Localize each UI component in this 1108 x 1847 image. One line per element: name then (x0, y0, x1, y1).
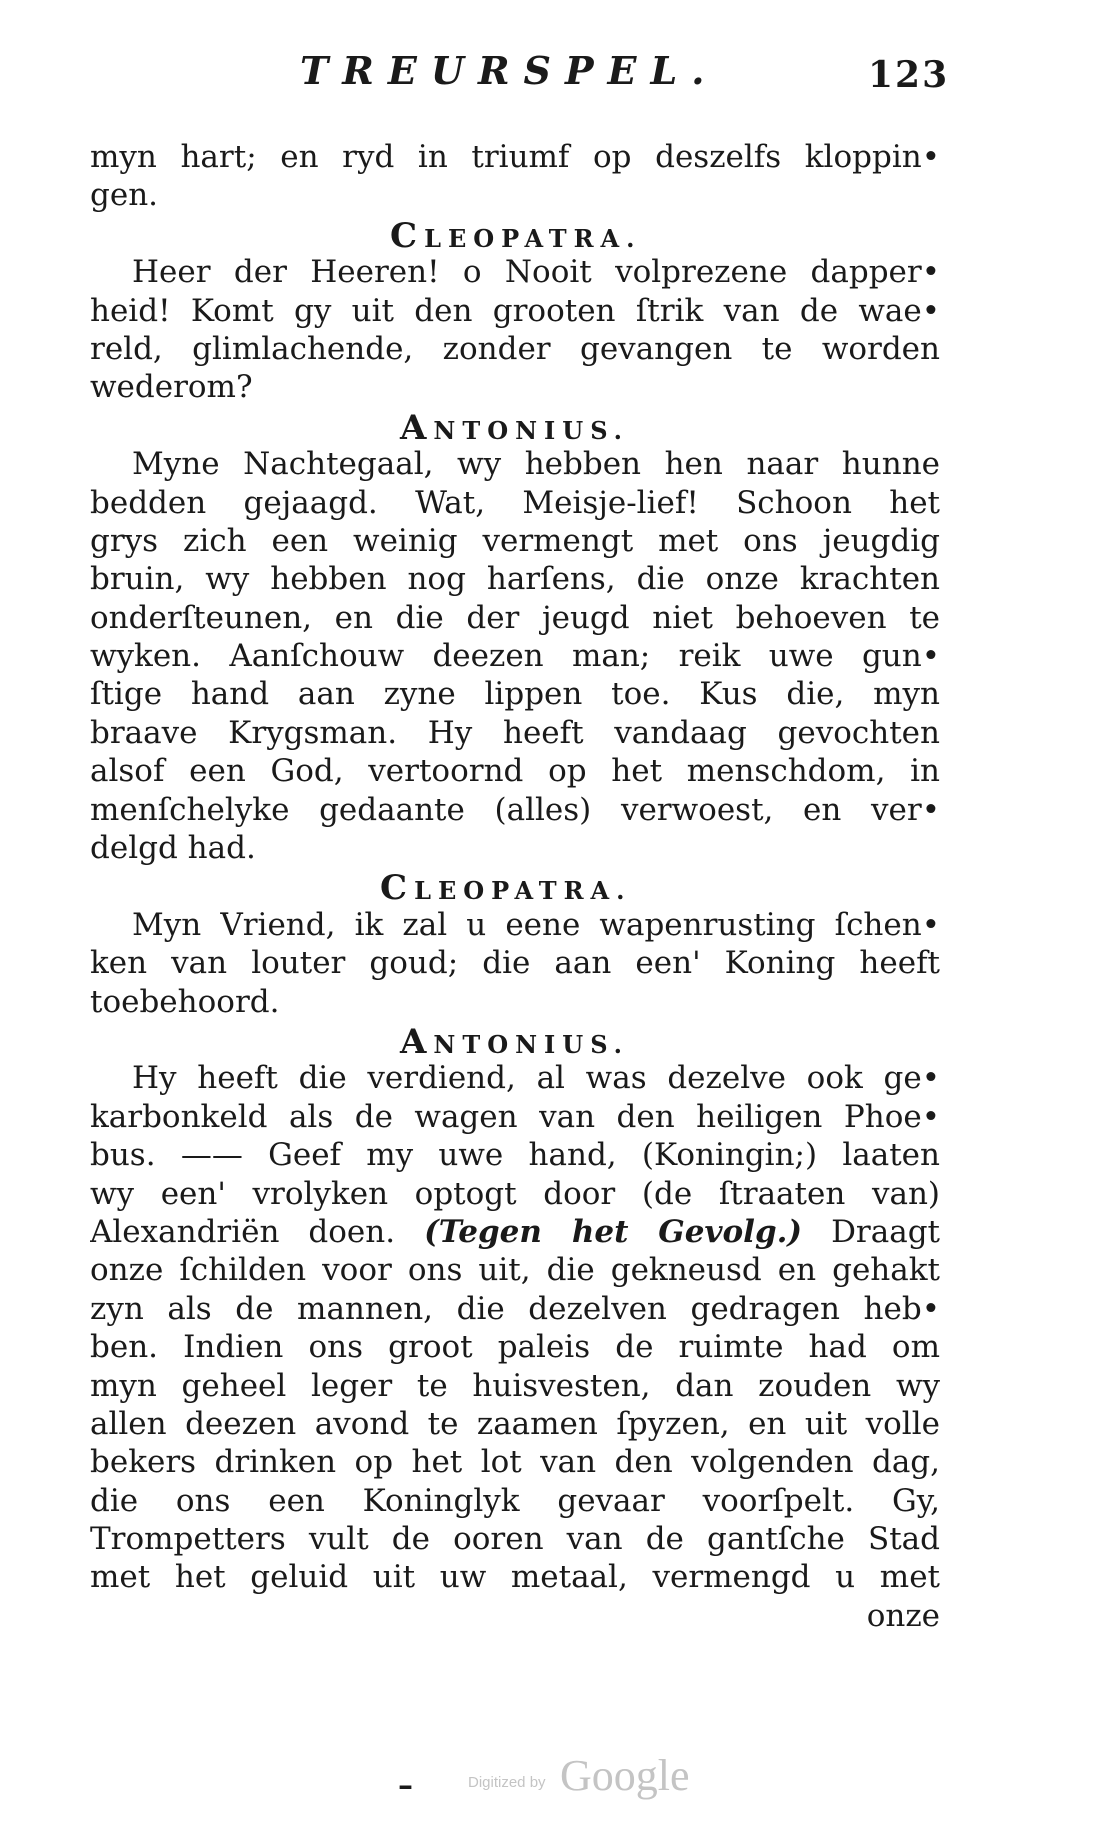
speaker-name (380, 868, 632, 909)
page-footer (0, 1750, 1108, 1810)
text-line: zyn als de mannen, die dezelven gedragen heb• (90, 1290, 940, 1327)
footer-dash: – (398, 1768, 413, 1803)
speaker-rest: LEOPATRA. (424, 223, 642, 253)
text-line: ſtige hand aan zyne lippen toe. Kus die, myn (90, 676, 940, 713)
text-line: die ons een Koninglyk gevaar voorſpelt. Gy, (90, 1482, 940, 1519)
text-line: wy een' vrolyken optogt door (de ſtraaten van) (90, 1175, 940, 1212)
text-line: Heer der Heeren! o Nooit volprezene dapper• (132, 254, 940, 291)
body-text (90, 138, 940, 1635)
speaker-rest: LEOPATRA. (414, 876, 632, 906)
text-line: heid! Komt gy uit den grooten ſtrik van de wae• (90, 292, 940, 329)
text-line: delgd had. (90, 830, 256, 867)
text-segment: Draagt (831, 1213, 940, 1250)
speaker-initial: C (380, 868, 415, 909)
text-line: allen deezen avond te zaamen ſpyzen, en uit volle (90, 1405, 940, 1442)
speaker-initial: A (400, 407, 434, 448)
speaker-rest: NTONIUS. (433, 415, 630, 445)
text-segment: Alexandriën doen. (90, 1213, 396, 1250)
page-header (0, 48, 1108, 108)
google-watermark-logo: Google (560, 1751, 690, 1800)
speaker-initial: C (390, 215, 425, 256)
text-line: bedden gejaagd. Wat, Meisje-lief! Schoon het (90, 484, 940, 521)
speaker-name (400, 407, 630, 448)
text-line: myn hart; en ryd in triumf op deszelfs kloppin• (90, 139, 940, 175)
speaker-rest: NTONIUS. (433, 1029, 630, 1059)
catchword: onze (866, 1597, 940, 1634)
text-line: alsof een God, vertoornd op het menschdom, in (90, 753, 940, 790)
text-line: gen. (90, 177, 159, 214)
text-line: met het geluid uit uw metaal, vermengd u met (90, 1559, 940, 1596)
text-line: grys zich een weinig vermengt met ons jeugdig (90, 522, 940, 559)
text-line: wederom? (90, 369, 253, 406)
stage-direction: (Tegen het Gevolg.) (424, 1213, 803, 1250)
page-number: 123 (868, 54, 950, 96)
digitized-by-label: Digitized by (468, 1774, 546, 1791)
running-title: TREURSPEL. (300, 48, 719, 93)
text-line: ben. Indien ons groot paleis de ruimte had om (90, 1329, 940, 1366)
text-line: braave Krygsman. Hy heeft vandaag gevochten (90, 714, 940, 751)
text-line: bekers drinken op het lot van den volgenden dag, (90, 1444, 940, 1481)
text-line: bus. —— Geef my uwe hand, (Koningin;) laaten (90, 1137, 940, 1174)
text-line: karbonkeld als de wagen van den heiligen Phoe• (90, 1098, 940, 1135)
text-line: reld, glimlachende, zonder gevangen te worden (90, 330, 940, 367)
speaker-heading-antonius (90, 407, 940, 448)
text-line: Myn Vriend, ik zal u eene wapenrusting ſchen• (132, 906, 940, 943)
text-line: bruin, wy hebben nog harſens, die onze krachten (90, 561, 940, 598)
text-line: ken van louter goud; die aan een' Koning heeft (90, 945, 940, 982)
text-line: Trompetters vult de ooren van de gantſche Stad (90, 1521, 940, 1558)
text-line: Hy heeft die verdiend, al was dezelve ook ge• (132, 1060, 940, 1097)
text-line-with-stage-direction (90, 1213, 940, 1251)
text-line: onderſteunen, en die der jeugd niet behoeven te (90, 599, 940, 636)
speaker-name (400, 1021, 630, 1062)
speaker-heading-cleopatra (90, 215, 940, 256)
speaker-heading-cleopatra (90, 867, 940, 909)
text-line: wyken. Aanſchouw deezen man; reik uwe gun• (90, 638, 940, 675)
text-line: onze ſchilden voor ons uit, die gekneusd en gehakt (90, 1252, 940, 1289)
text-line: toebehoord. (90, 983, 280, 1020)
text-line: myn geheel leger te huisvesten, dan zouden wy (90, 1367, 940, 1404)
speaker-name (390, 215, 642, 256)
text-line: menſchelyke gedaante (alles) verwoest, en ver• (90, 791, 940, 828)
speaker-heading-antonius (90, 1021, 940, 1062)
speaker-initial: A (400, 1021, 434, 1062)
text-line: Myne Nachtegaal, wy hebben hen naar hunne (132, 446, 940, 483)
